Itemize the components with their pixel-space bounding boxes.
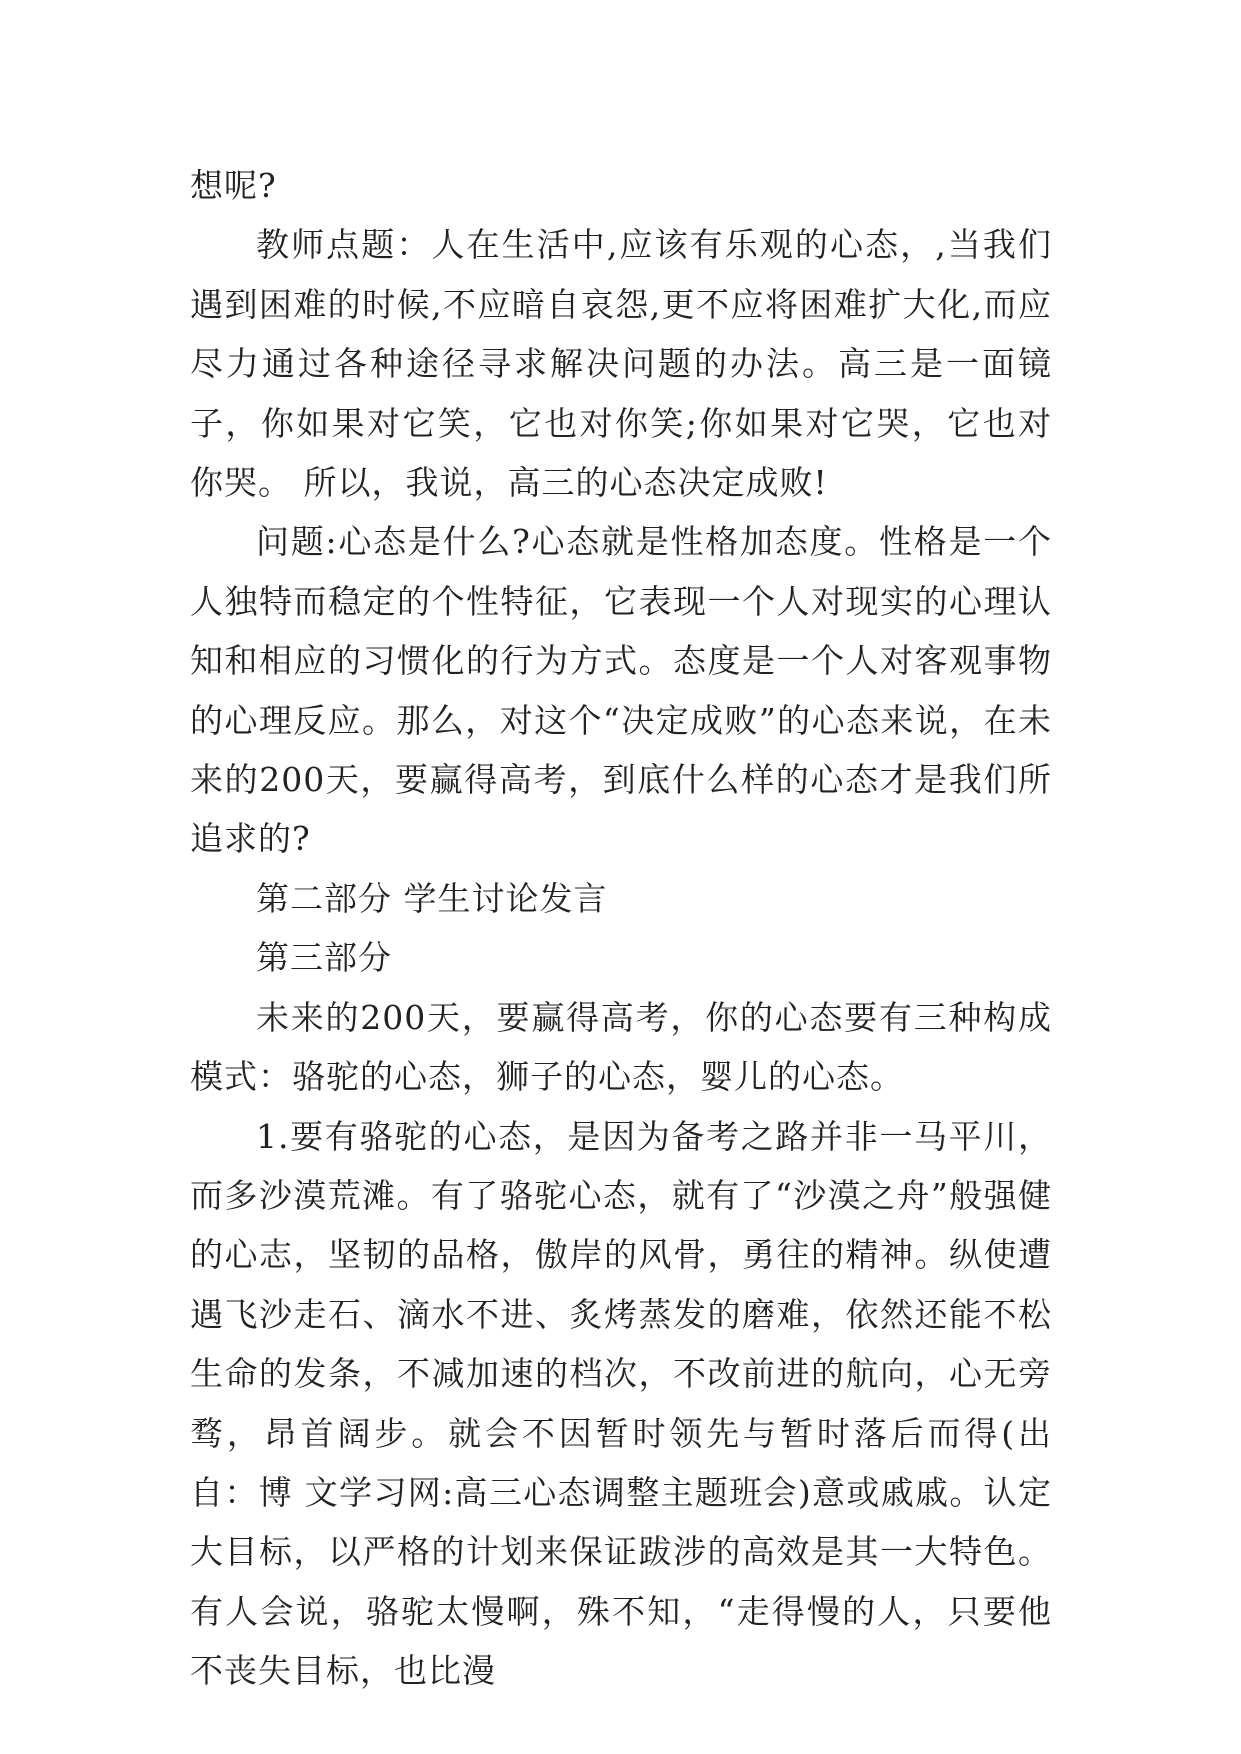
paragraph-three-modes: 未来的200天，要赢得高考，你的心态要有三种构成模式：骆驼的心态，狮子的心态，婴儿的心态。 <box>190 997 1052 1097</box>
section-heading-part-three: 第三部分 <box>256 938 392 978</box>
paragraph-teacher-topic: 教师点题：人在生活中,应该有乐观的心态，,当我们遇到困难的时候,不应暗自哀怨,更不应将困难扩大化,而应尽力通过各种途径寻求解决问题的办法。高三是一面镜子，你如果对它笑，它也对你笑;你如果对它哭，它也对你哭。 所以，我说，高三的心态决定成败! <box>190 225 1052 503</box>
document-body <box>190 156 1052 1701</box>
section-heading-part-two: 第二部分 学生讨论发言 <box>256 878 608 918</box>
paragraph-camel-mindset: 1.要有骆驼的心态，是因为备考之路并非一马平川，而多沙漠荒滩。有了骆驼心态，就有了“沙漠之舟”般强健的心志，坚韧的品格，傲岸的风骨，勇往的精神。纵使遭遇飞沙走石、滴水不进、炙烤蒸发的磨难，依然还能不松生命的发条，不减加速的档次，不改前进的航向，心无旁骛，昂首阔步。就会不因暂时领先与暂时落后而得(出自：博 文学习网:高三心态调整主题班会)意或戚戚。认定大目标，以严格的计划来保证跋涉的高效是其一大特色。有人会说，骆驼太慢啊，殊不知，“走得慢的人，只要他不丧失目标，也比漫 <box>190 1116 1052 1691</box>
paragraph-question: 问题:心态是什么?心态就是性格加态度。性格是一个人独特而稳定的个性特征，它表现一个人对现实的心理认知和相应的习惯化的行为方式。态度是一个人对客观事物的心理反应。那么，对这个“决定成败”的心态来说，在未来的200天，要赢得高考，到底什么样的心态才是我们所追求的? <box>190 522 1052 859</box>
paragraph-continuation: 想呢? <box>190 166 277 205</box>
